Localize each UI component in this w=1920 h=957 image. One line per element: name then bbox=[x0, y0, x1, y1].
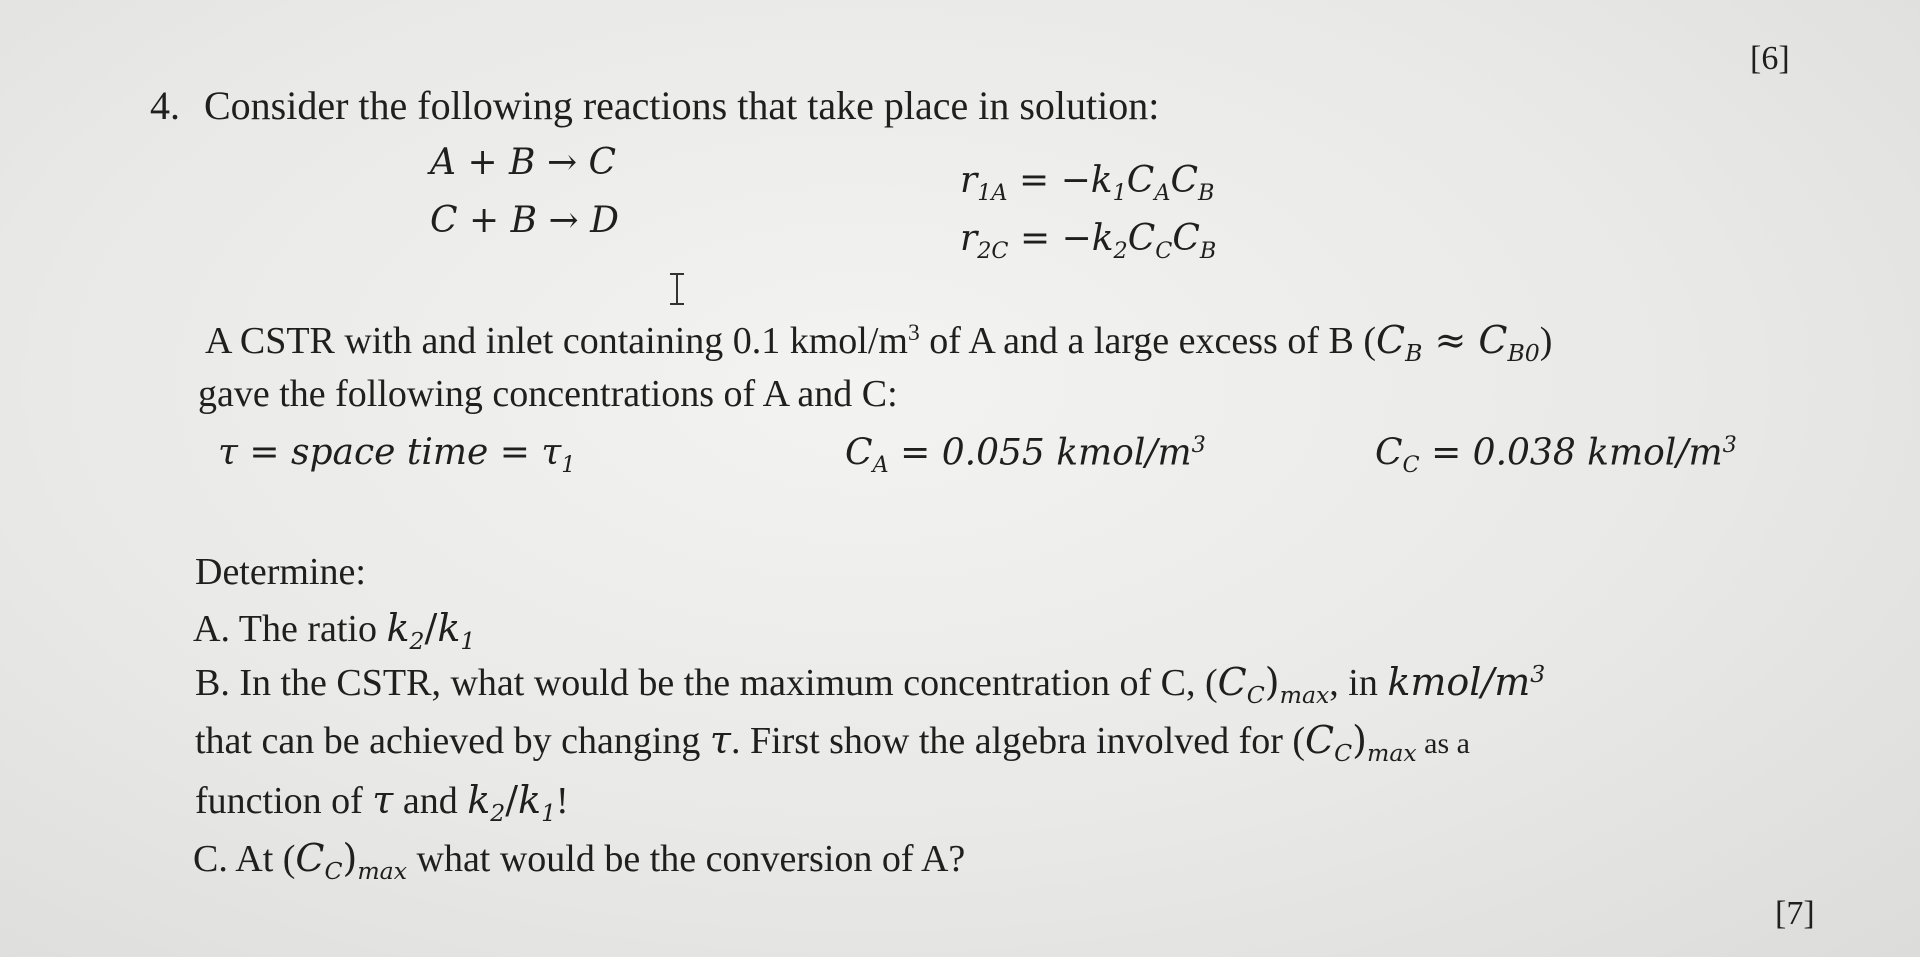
part-b-max: max bbox=[1279, 681, 1330, 710]
rate-1-c1: C bbox=[1126, 160, 1155, 201]
determine-part-b-line-1 bbox=[195, 660, 1545, 709]
part-b-line-3-text-a: function of bbox=[195, 780, 373, 822]
given-tau-sub: 1 bbox=[561, 451, 576, 478]
rate-1-c2-sub: B bbox=[1197, 179, 1215, 206]
part-a-text: A. The ratio bbox=[193, 608, 387, 650]
determine-part-b-line-2 bbox=[195, 718, 1470, 767]
part-b-line-2-text-a: that can be achieved by changing bbox=[195, 720, 710, 762]
given-ca-value: = 0.055 kmol/m bbox=[888, 432, 1192, 474]
cstr-line-1-end: ) bbox=[1539, 320, 1553, 362]
part-a-k1: k bbox=[437, 606, 461, 650]
part-b-line-3-end: ! bbox=[556, 780, 569, 822]
cstr-line-1-sup: 3 bbox=[907, 320, 920, 347]
cstr-cb0-sub: B0 bbox=[1507, 339, 1540, 368]
part-b-close: ) bbox=[1264, 660, 1280, 704]
part-a-k2: k bbox=[386, 606, 410, 650]
given-cc bbox=[1375, 432, 1737, 478]
cstr-cb: C bbox=[1376, 318, 1406, 362]
reaction-2-equation: C + B → D bbox=[430, 200, 619, 241]
given-cc-value: = 0.038 kmol/m bbox=[1419, 432, 1723, 474]
part-b-line-2-text-b: . First show the algebra involved for ( bbox=[730, 720, 1306, 762]
rate-1-c2: C bbox=[1170, 160, 1198, 201]
part-b-unit-sup: 3 bbox=[1530, 660, 1546, 689]
cstr-cb0: C bbox=[1478, 318, 1508, 362]
question-intro: Consider the following reactions that take place in solution: bbox=[204, 83, 1160, 128]
part-a-slash: / bbox=[424, 606, 438, 650]
question-heading bbox=[150, 82, 1159, 129]
cstr-line-2: gave the following concentrations of A and C: bbox=[198, 373, 898, 415]
part-a-k1-sub: 1 bbox=[460, 627, 476, 656]
rate-1-c1-sub: A bbox=[1154, 179, 1171, 206]
given-ca-sub: A bbox=[872, 452, 889, 479]
given-cc-symbol: C bbox=[1375, 432, 1403, 474]
reaction-2-rate bbox=[960, 218, 1216, 264]
marks-bottom: [7] bbox=[1775, 895, 1815, 932]
rate-2-rhs: = −k bbox=[1008, 218, 1114, 259]
rate-2-c2: C bbox=[1172, 218, 1200, 259]
rate-1-k-sub: 1 bbox=[1112, 179, 1127, 206]
reaction-1-rate bbox=[960, 160, 1214, 206]
determine-heading: Determine: bbox=[195, 551, 366, 593]
determine-part-c bbox=[193, 836, 965, 885]
given-cc-sub: C bbox=[1402, 452, 1420, 479]
part-b-line-3-k1: k bbox=[518, 778, 542, 822]
part-b-line-1-in: , in bbox=[1329, 662, 1388, 704]
text-cursor-icon bbox=[670, 273, 684, 305]
cstr-approx: ≈ bbox=[1422, 318, 1479, 362]
part-c-close: ) bbox=[342, 836, 358, 880]
part-b-line-2-tau: τ bbox=[709, 718, 731, 762]
part-c-max: max bbox=[357, 857, 407, 886]
part-b-line-2-end: as a bbox=[1416, 727, 1470, 760]
given-ca bbox=[845, 432, 1206, 478]
rate-1-sub: 1A bbox=[977, 179, 1008, 206]
question-number: 4. bbox=[150, 83, 180, 128]
part-a-k2-sub: 2 bbox=[409, 627, 425, 656]
rate-2-c2-sub: B bbox=[1199, 237, 1217, 264]
given-tau bbox=[218, 432, 575, 478]
determine-part-a bbox=[193, 606, 475, 655]
part-b-line-3-k1-sub: 1 bbox=[541, 799, 557, 828]
given-tau-text: τ = space time = τ bbox=[218, 432, 562, 473]
part-b-line-3-tau: τ bbox=[372, 778, 394, 822]
rate-1-rhs: = −k bbox=[1007, 160, 1113, 201]
cstr-cb-sub: B bbox=[1405, 339, 1423, 368]
part-b-line-1-text: B. In the CSTR, what would be the maximum concentration of C, ( bbox=[195, 662, 1218, 704]
determine-part-b-line-3 bbox=[195, 778, 569, 827]
part-b-cc: C bbox=[1217, 660, 1247, 704]
part-b-cc-sub: C bbox=[1246, 681, 1265, 710]
part-b-line-3-k2-sub: 2 bbox=[490, 799, 506, 828]
part-b-line-2-cc-sub: C bbox=[1334, 739, 1353, 768]
part-b-line-2-close: ) bbox=[1352, 718, 1367, 762]
part-c-text-a: C. At ( bbox=[193, 838, 296, 880]
given-ca-sup: 3 bbox=[1191, 432, 1206, 458]
rate-1-symbol: r bbox=[960, 160, 978, 201]
part-b-line-2-cc: C bbox=[1305, 718, 1335, 762]
part-c-text-b: what would be the conversion of A? bbox=[407, 838, 966, 880]
given-ca-symbol: C bbox=[845, 432, 873, 474]
cstr-line-1-text-a: A CSTR with and inlet containing 0.1 kmol/m bbox=[205, 320, 908, 362]
rate-2-k-sub: 2 bbox=[1113, 237, 1128, 264]
rate-2-c1-sub: C bbox=[1155, 237, 1173, 264]
part-b-line-2-max: max bbox=[1366, 739, 1417, 768]
part-c-cc-sub: C bbox=[324, 857, 343, 886]
part-b-line-3-text-b: and bbox=[393, 780, 468, 822]
part-c-cc: C bbox=[295, 836, 325, 880]
rate-2-c1: C bbox=[1127, 218, 1156, 259]
cstr-line-1-text-b: of A and a large excess of B ( bbox=[919, 320, 1376, 362]
marks-top: [6] bbox=[1750, 40, 1790, 77]
cstr-line-1 bbox=[205, 318, 1552, 367]
rate-2-sub: 2C bbox=[977, 237, 1009, 264]
given-cc-sup: 3 bbox=[1722, 432, 1737, 458]
part-b-line-3-k2: k bbox=[467, 778, 491, 822]
rate-2-symbol: r bbox=[960, 218, 978, 259]
part-b-line-3-slash: / bbox=[505, 778, 519, 822]
reaction-1-equation: A + B → C bbox=[430, 142, 617, 183]
part-b-unit: kmol/m bbox=[1387, 660, 1531, 704]
